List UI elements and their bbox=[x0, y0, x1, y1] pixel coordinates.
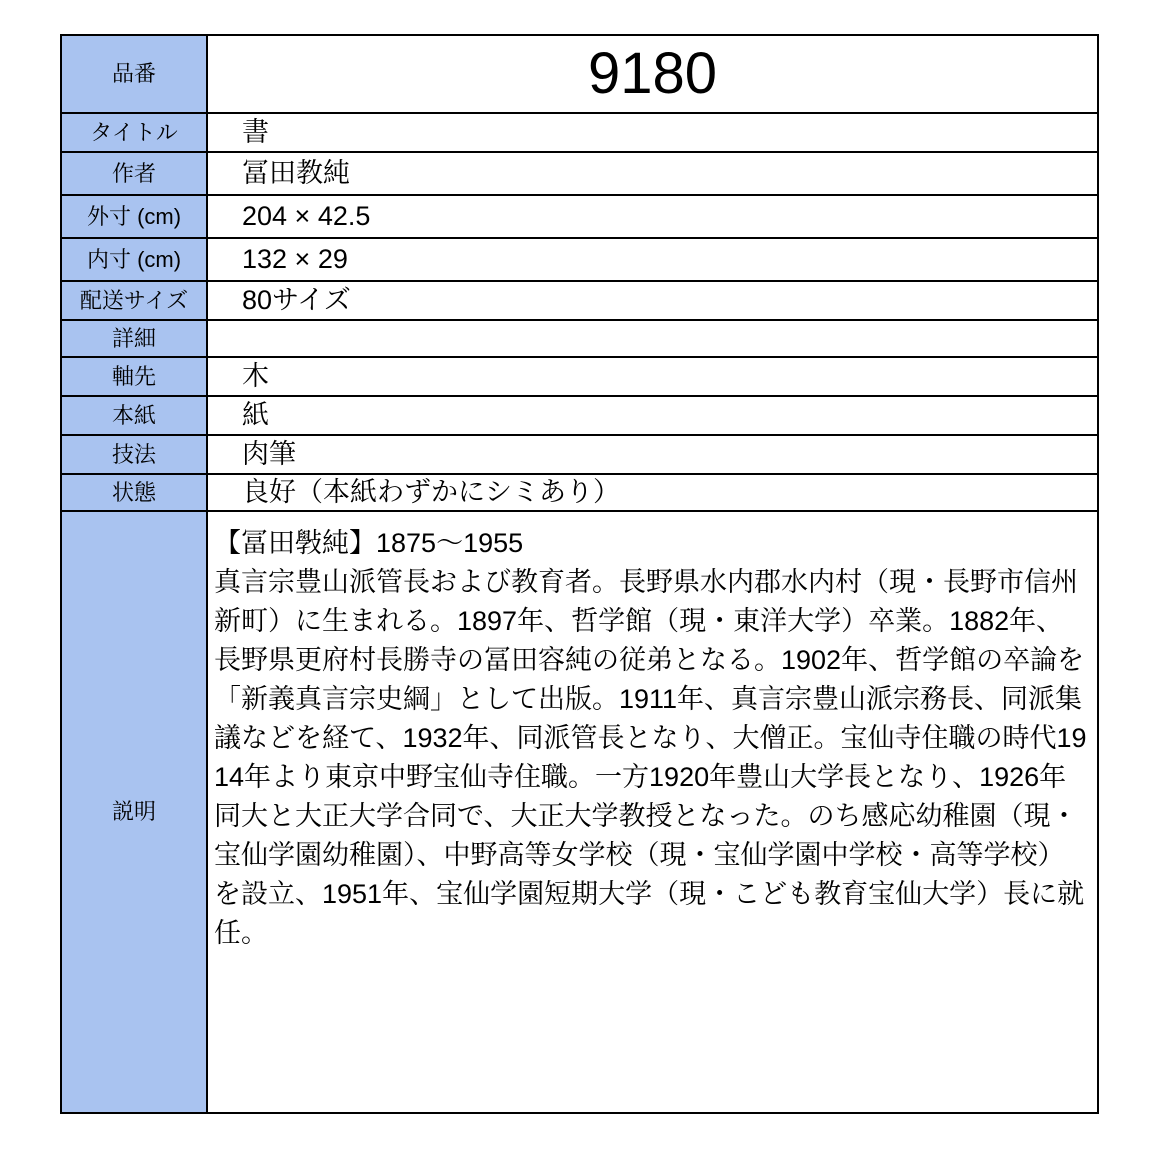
value-shipping-size: 80サイズ bbox=[207, 281, 1098, 320]
row-technique bbox=[61, 435, 1098, 474]
value-condition: 良好（本紙わずかにシミあり） bbox=[207, 474, 1098, 511]
label-details: 詳細 bbox=[61, 320, 207, 357]
label-technique: 技法 bbox=[61, 435, 207, 474]
label-item-number: 品番 bbox=[61, 35, 207, 113]
label-roller-ends: 軸先 bbox=[61, 357, 207, 396]
value-base-material: 紙 bbox=[207, 396, 1098, 435]
description-body: 真言宗豊山派管長および教育者。長野県水内郡水内村（現・長野市信州新町）に生まれる。1897年、哲学館（現・東洋大学）卒業。1882年、長野県更府村長勝寺の冨田容純の従弟となる。1902年、哲学館の卒論を「新義真言宗史綱」として出版。1911年、真言宗豊山派宗務長、同派集議などを経て、1932年、同派管長となり、大僧正。宝仙寺住職の時代1914年より東京中野宝仙寺住職。一方1920年豊山大学長となり、1926年同大と大正大学合同で、大正大学教授となった。のち感応幼稚園（現・宝仙学園幼稚園）、中野高等女学校（現・宝仙学園中学校・高等学校）を設立、1951年、宝仙学園短期大学（現・こども教育宝仙大学）長に就任。 bbox=[214, 567, 1087, 948]
value-item-number: 9180 bbox=[207, 35, 1098, 113]
row-details bbox=[61, 320, 1098, 357]
value-details bbox=[207, 320, 1098, 357]
label-shipping-size: 配送サイズ bbox=[61, 281, 207, 320]
label-inner-size: 内寸 (cm) bbox=[61, 238, 207, 281]
row-outer-size bbox=[61, 195, 1098, 238]
row-base-material bbox=[61, 396, 1098, 435]
label-outer-size: 外寸 (cm) bbox=[61, 195, 207, 238]
row-description bbox=[61, 511, 1098, 1113]
label-title: タイトル bbox=[61, 113, 207, 152]
value-title: 書 bbox=[207, 113, 1098, 152]
row-roller-ends bbox=[61, 357, 1098, 396]
row-title bbox=[61, 113, 1098, 152]
label-condition: 状態 bbox=[61, 474, 207, 511]
value-technique: 肉筆 bbox=[207, 435, 1098, 474]
value-description bbox=[207, 511, 1098, 1113]
value-author: 冨田教純 bbox=[207, 152, 1098, 195]
value-outer-size: 204 × 42.5 bbox=[207, 195, 1098, 238]
label-description: 説明 bbox=[61, 511, 207, 1113]
product-spec-table bbox=[60, 34, 1099, 1114]
row-author bbox=[61, 152, 1098, 195]
row-condition bbox=[61, 474, 1098, 511]
label-base-material: 本紙 bbox=[61, 396, 207, 435]
row-shipping-size bbox=[61, 281, 1098, 320]
row-inner-size bbox=[61, 238, 1098, 281]
label-author: 作者 bbox=[61, 152, 207, 195]
value-roller-ends: 木 bbox=[207, 357, 1098, 396]
description-title: 【冨田斅純】1875〜1955 bbox=[214, 528, 524, 558]
row-item-number bbox=[61, 35, 1098, 113]
value-inner-size: 132 × 29 bbox=[207, 238, 1098, 281]
